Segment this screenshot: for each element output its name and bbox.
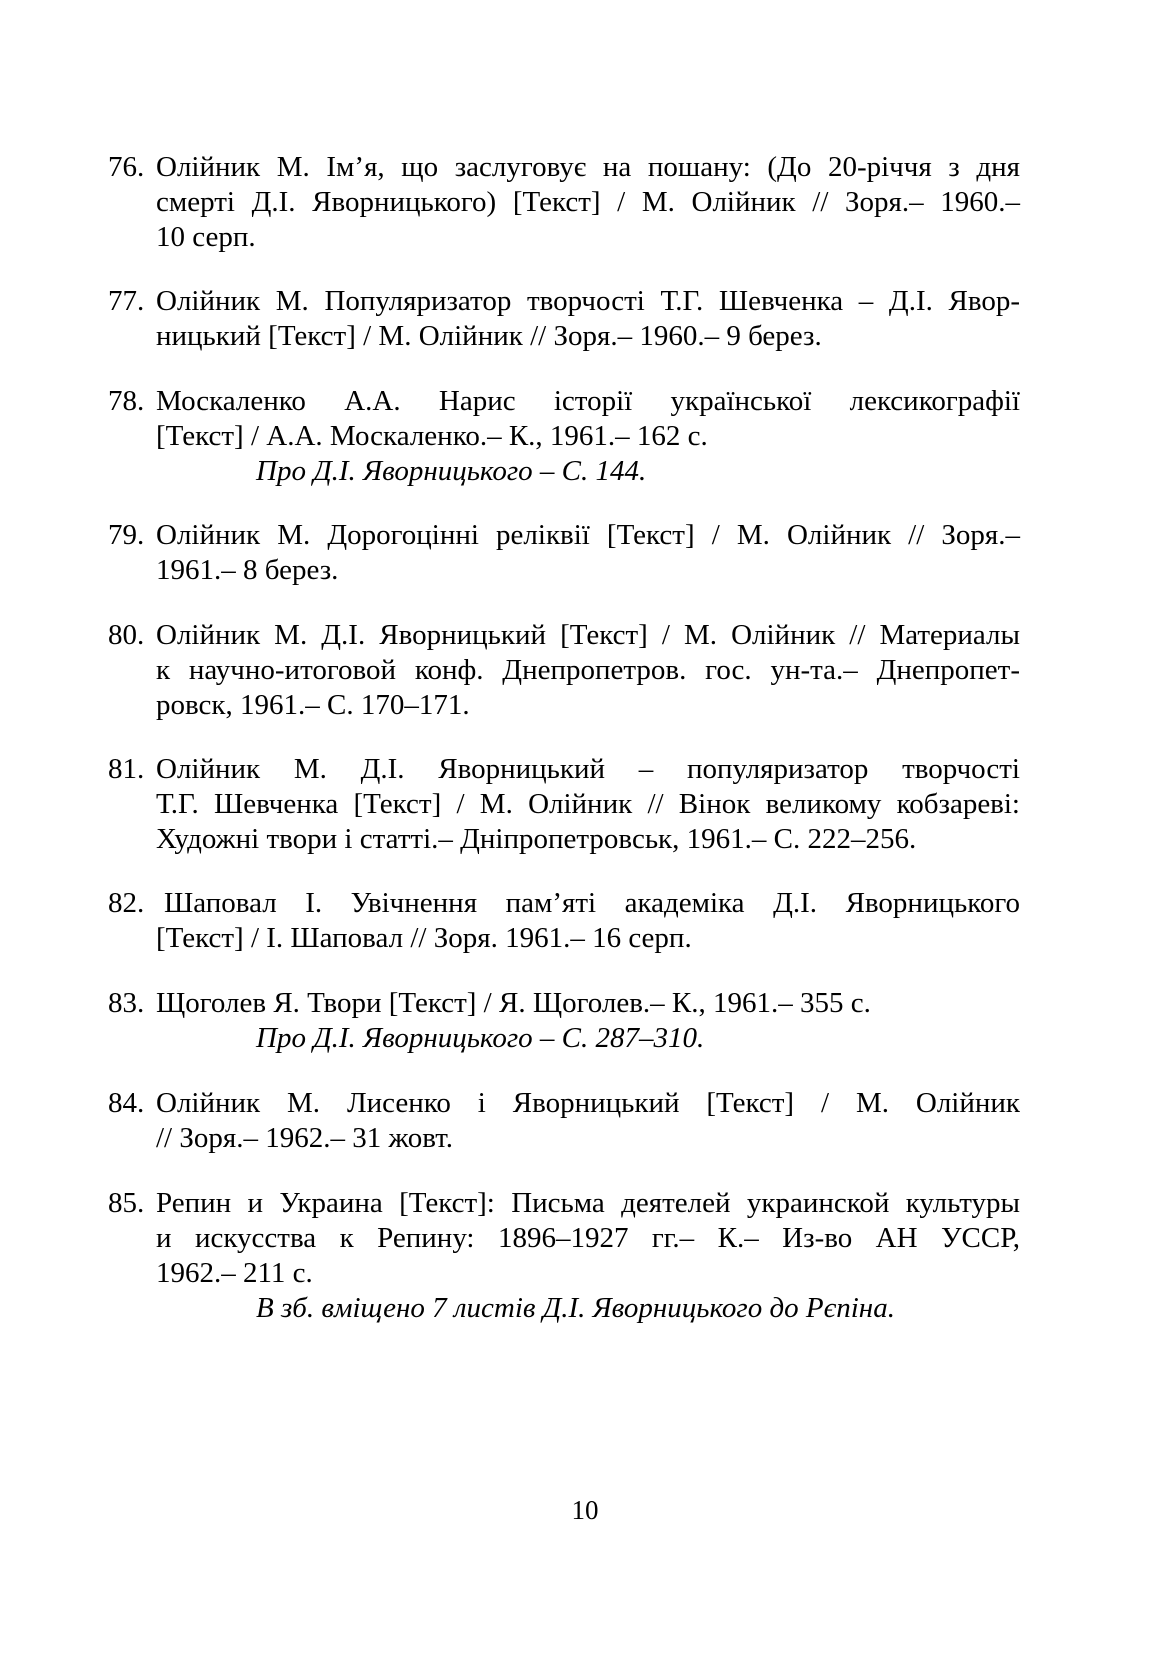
entry-number: 85. (108, 1187, 145, 1219)
entry-number: 77. (108, 285, 145, 317)
entry-line: 1962.– 211 с. (156, 1257, 313, 1289)
entry-number: 81. (108, 753, 145, 785)
entry-note: В зб. вміщено 7 листів Д.І. Яворницького до Рєпіна. (256, 1292, 895, 1324)
entry-line: 1961.– 8 берез. (156, 554, 339, 586)
entry-line: Шаповал І. Увічнення пам’яті академіка Д.І. Яворницького (164, 887, 1020, 919)
entry-line: Т.Г. Шевченка [Текст] / М. Олійник // Вінок великому кобзареві: (156, 788, 1020, 820)
page-number: 10 (571, 1495, 599, 1525)
entry-text (156, 150, 1020, 255)
entry-line: // Зоря.– 1962.– 31 жовт. (156, 1122, 454, 1154)
entry-line: Олійник М. Популяризатор творчості Т.Г. Шевченка – Д.І. Явор- (156, 285, 1020, 317)
entry-line: смерті Д.І. Яворницького) [Текст] / М. Олійник // Зоря.– 1960.– (156, 186, 1020, 218)
entry-line: 10 серп. (156, 221, 256, 253)
entry-number: 76. (108, 151, 145, 183)
entry-number: 82. (108, 887, 145, 919)
entry-line: Олійник М. Д.І. Яворницький [Текст] / М. Олійник // Материалы (156, 619, 1020, 651)
entry-number: 83. (108, 987, 145, 1019)
entry-text (156, 752, 1020, 857)
entry-line: Репин и Украина [Текст]: Письма деятелей украинской культуры (156, 1187, 1020, 1219)
entry-number: 84. (108, 1087, 145, 1119)
entry-text (156, 886, 1020, 956)
entry-text (156, 1186, 1020, 1326)
entry-line: [Текст] / А.А. Москаленко.– К., 1961.– 162 с. (156, 420, 708, 452)
entry-line: Художні твори і статті.– Дніпропетровськ, 1961.– С. 222–256. (156, 823, 917, 855)
entry-line: ровск, 1961.– С. 170–171. (156, 689, 470, 721)
entry-text (156, 986, 1020, 1056)
entry-number: 80. (108, 619, 145, 651)
entry-line: Олійник М. Ім’я, що заслуговує на пошану: (До 20-річчя з дня (156, 151, 1020, 183)
entry-line: к научно-итоговой конф. Днепропетров. гос. ун-та.– Днепропет- (156, 654, 1020, 686)
entry-line: Олійник М. Лисенко і Яворницький [Текст] / М. Олійник (156, 1087, 1020, 1119)
entry-note: Про Д.І. Яворницького – С. 287–310. (256, 1022, 705, 1054)
entry-line: ницький [Текст] / М. Олійник // Зоря.– 1960.– 9 берез. (156, 320, 822, 352)
entry-line: и искусства к Репину: 1896–1927 гг.– К.– Из-во АН УССР, (156, 1222, 1020, 1254)
entry-line: Олійник М. Д.І. Яворницький – популяризатор творчості (156, 753, 1020, 785)
entry-text (156, 284, 1020, 354)
entry-line: Москаленко А.А. Нарис історії української лексикографії (156, 385, 1020, 417)
entry-text (156, 618, 1020, 723)
entry-text (156, 518, 1020, 588)
entry-line: [Текст] / І. Шаповал // Зоря. 1961.– 16 серп. (156, 922, 692, 954)
entry-text (156, 384, 1020, 489)
entry-line: Олійник М. Дорогоцінні реліквії [Текст] / М. Олійник // Зоря.– (156, 519, 1020, 551)
entry-note: Про Д.І. Яворницького – С. 144. (256, 455, 647, 487)
entry-number: 78. (108, 385, 145, 417)
entry-line: Щоголев Я. Твори [Текст] / Я. Щоголев.– К., 1961.– 355 с. (156, 987, 871, 1019)
entry-text (156, 1086, 1020, 1156)
entry-number: 79. (108, 519, 145, 551)
